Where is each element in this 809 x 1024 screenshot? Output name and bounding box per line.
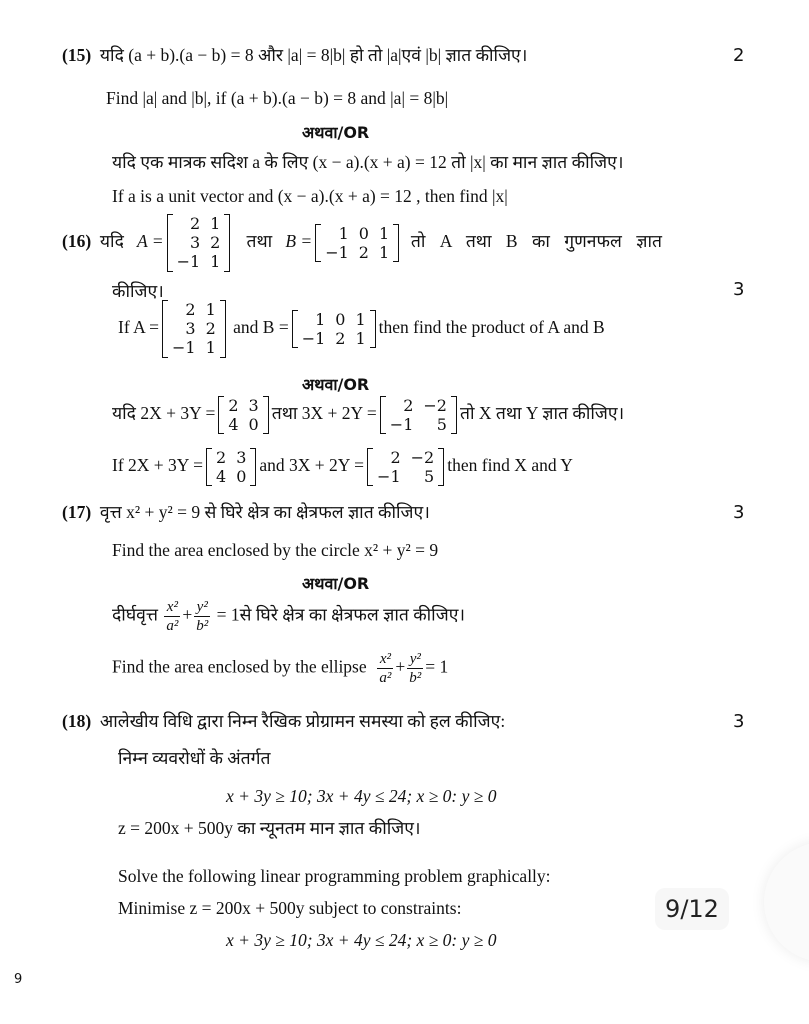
q15-hindi-text: और |a| = 8|b| हो तो |a|एवं |b| ज्ञात कीजिए।: [253, 45, 528, 65]
q16-or: अथवा/OR: [302, 375, 370, 394]
q17-hindi-line: [62, 502, 430, 522]
ellipse-x-frac-english: $\frac{\text{x²}}{\text{a²}}$: [379, 651, 392, 686]
q18-marks: 3: [733, 711, 745, 732]
q18-constraints-hindi: x + 3y ≥ 10; 3x + 4y ≤ 24; x ≥ 0: y ≥ 0: [226, 786, 497, 806]
q16-hindi-or-line: [112, 396, 624, 434]
q18-hindi-objective: z = 200x + 500y का न्यूनतम मान ज्ञात कीजिए।: [118, 818, 421, 838]
q18-number: (18): [62, 711, 92, 731]
q18-hindi-sub: निम्न व्यवरोधों के अंतर्गत: [118, 748, 271, 768]
q16-hindi-tatha: तथा: [246, 230, 273, 251]
matrix-B-hindi: 1 0 1 −1 2 1: [315, 224, 399, 262]
q16-A-label: A =: [137, 230, 164, 251]
q15-hindi-or: यदि एक मात्रक सदिश a के लिए (x − a).(x + a) = 12 तो |x| का मान ज्ञात कीजिए।: [112, 152, 624, 172]
q16-hindi-or-2: तथा 3X + 2Y =: [271, 403, 377, 424]
q15-english: Find |a| and |b|, if (a + b).(a − b) = 8 and |a| = 8|b|: [106, 88, 449, 108]
q16-hindi-tail: तो A तथा B का गुणनफल ज्ञात: [410, 230, 662, 251]
q16-marks: 3: [733, 279, 745, 300]
q18-constraints-english: x + 3y ≥ 10; 3x + 4y ≤ 24; x ≥ 0: y ≥ 0: [226, 930, 497, 950]
q16-number: (16): [62, 230, 92, 251]
matrix-A-english: 2 1 3 2 −1 1: [162, 300, 226, 358]
q17-hindi-or-post: = 1से घिरे क्षेत्र का क्षेत्रफल ज्ञात कीजिए।: [216, 604, 466, 625]
q17-or: अथवा/OR: [302, 574, 370, 593]
q16-hindi-line: [62, 214, 662, 272]
q16-english-or-2: and 3X + 2Y =: [259, 455, 365, 476]
matrix-A-hindi: 2 1 3 2 −1 1: [167, 214, 231, 272]
q17-marks: 3: [733, 502, 745, 523]
q16-english-or-1: If 2X + 3Y =: [112, 455, 204, 476]
ellipse-x-frac-hindi: $\frac{\text{x²}}{\text{a²}}$: [166, 599, 179, 634]
ellipse-y-frac-hindi: $\frac{\text{y²}}{\text{b²}}$: [196, 599, 209, 634]
q16-english-or-line: [112, 448, 573, 486]
q18-english-1: Solve the following linear programming problem graphically:: [118, 866, 551, 886]
q16-hindi-or-3: तो X तथा Y ज्ञात कीजिए।: [459, 403, 625, 424]
ellipse-y-frac-english: $\frac{\text{y²}}{\text{b²}}$: [409, 651, 422, 686]
q17-english: Find the area enclosed by the circle x² + y² = 9: [112, 540, 439, 560]
matrix-M1-english: 2 3 4 0: [206, 448, 256, 486]
q17-english-or-post: = 1: [425, 656, 449, 677]
q16-hindi-if: यदि: [99, 230, 124, 251]
q17-number: (17): [62, 502, 92, 522]
q17-hindi-or-line: दीर्घवृत्त $\frac{\text{x²}}{\text{a²}}$ + $\frac{\text{y²}}{\text{b²}}$ = 1से घिरे क्षेत्र का क्षेत्रफल ज्ञात कीजिए।: [112, 599, 466, 634]
footer-page-number: 9: [14, 972, 23, 987]
q18-hindi-line: [62, 711, 505, 731]
q18-english-2: Minimise z = 200x + 500y subject to constraints:: [118, 898, 462, 918]
matrix-M2-hindi: 2 −2 −1 5: [380, 396, 457, 434]
q16-english-tail: then find the product of A and B: [378, 316, 605, 337]
q17-hindi: वृत्त x² + y² = 9 से घिरे क्षेत्र का क्षेत्रफल ज्ञात कीजिए।: [99, 502, 430, 522]
matrix-M2-english: 2 −2 −1 5: [367, 448, 444, 486]
matrix-B-english: 1 0 1 −1 2 1: [292, 310, 376, 348]
q16-english-or-3: then find X and Y: [447, 455, 573, 476]
matrix-M1-hindi: 2 3 4 0: [218, 396, 268, 434]
q16-english-and: and B =: [233, 316, 289, 337]
q15-or: अथवा/OR: [302, 123, 370, 142]
q17-english-or-pre: Find the area enclosed by the ellipse: [112, 656, 367, 677]
q15-english-or: If a is a unit vector and (x − a).(x + a) = 12 , then find |x|: [112, 186, 508, 206]
q15-hindi-line: [62, 45, 527, 65]
q17-hindi-or-pre: दीर्घवृत्त: [112, 604, 158, 625]
q17-english-or-line: Find the area enclosed by the ellipse $\frac{\text{x²}}{\text{a²}}$ + $\frac{\text{y²}}{\text{b²}}$ = 1: [112, 651, 449, 686]
q15-marks: 2: [733, 45, 745, 66]
q15-hindi-text-pre: यदि: [99, 45, 129, 65]
page-indicator-badge: 9/12: [655, 888, 729, 930]
q16-hindi-or-1: यदि 2X + 3Y =: [112, 403, 216, 424]
q15-hindi-condition: (a + b).(a − b) = 8: [128, 45, 254, 65]
q16-english-if: If A =: [118, 316, 159, 337]
q18-hindi: आलेखीय विधि द्वारा निम्न रैखिक प्रोग्रामन समस्या को हल कीजिए:: [99, 711, 506, 731]
scroll-handle[interactable]: [764, 842, 809, 962]
q16-B-label: B =: [285, 230, 313, 251]
q16-hindi-kijiye: कीजिए।: [112, 281, 164, 301]
q15-number: (15): [62, 45, 92, 65]
q16-english-line: [118, 300, 605, 358]
